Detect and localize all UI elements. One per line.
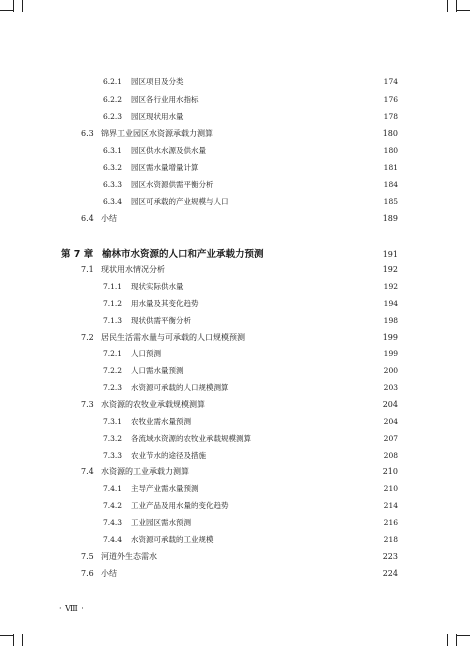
toc-entry-number: 7.1.3 <box>103 316 123 325</box>
toc-entry-page: 203 <box>383 383 398 392</box>
toc-entry-title: 园区项目及分类 <box>131 77 184 86</box>
toc-entry-page: 199 <box>382 333 398 342</box>
toc-entry-7-2-3[interactable] <box>0 380 470 396</box>
toc-entry-7-1-1[interactable] <box>0 279 470 295</box>
toc-entry-number: 7.3.2 <box>103 434 123 443</box>
toc-entry-title: 人口需水量预测 <box>131 366 184 375</box>
toc-entry-page: 224 <box>382 569 398 578</box>
toc-entry-page: 194 <box>383 299 398 308</box>
toc-entry-title: 园区各行业用水指标 <box>131 95 199 104</box>
toc-entry-title: 现状用水情况分析 <box>101 265 165 274</box>
toc-entry-page: 207 <box>383 434 398 443</box>
toc-entry-6-3-4[interactable] <box>0 194 470 210</box>
toc-entry-7-5[interactable] <box>0 549 470 565</box>
toc-entry-page: 216 <box>383 518 398 527</box>
toc-entry-7-3-3[interactable] <box>0 448 470 464</box>
toc-entry-number: 7.4.1 <box>103 484 123 493</box>
toc-entry-title: 工业产品及用水量的变化趋势 <box>131 501 229 510</box>
page-number-footer: · Ⅷ · <box>59 604 85 613</box>
toc-entry-page: 184 <box>383 180 398 189</box>
toc-entry-number: 6.3.2 <box>103 163 123 172</box>
toc-entry-number: 7.2.3 <box>103 383 123 392</box>
toc-entry-page: 204 <box>382 400 398 409</box>
toc-entry-7-3-2[interactable] <box>0 431 470 447</box>
toc-entry-page: 192 <box>383 282 398 291</box>
toc-entry-7-6[interactable] <box>0 566 470 582</box>
toc-entry-title: 水资源可承载的工业规模 <box>131 535 214 544</box>
toc-entry-6-2-3[interactable] <box>0 109 470 125</box>
toc-entry-6-2-2[interactable] <box>0 92 470 108</box>
toc-chapter-number: 第 7 章 <box>61 249 94 260</box>
toc-entry-number: 6.3.4 <box>103 197 123 206</box>
toc-entry-7-4[interactable] <box>0 464 470 480</box>
toc-entry-page: 178 <box>383 112 398 121</box>
toc-entry-7-2-1[interactable] <box>0 346 470 362</box>
toc-chapter-title: 榆林市水资源的人口和产业承载力预测 <box>102 249 264 260</box>
toc-entry-page: 189 <box>382 214 398 223</box>
toc-entry-title: 水资源的农牧业承载规模测算 <box>101 400 205 409</box>
toc-entry-title: 居民生活需水量与可承载的人口规模预测 <box>101 333 245 342</box>
toc-entry-title: 现状供需平衡分析 <box>131 316 191 325</box>
toc-entry-title: 园区需水量增量计算 <box>131 163 199 172</box>
toc-entry-7-2-2[interactable] <box>0 363 470 379</box>
toc-entry-title: 水资源的工业承载力测算 <box>101 467 189 476</box>
toc-entry-7-3-1[interactable] <box>0 414 470 430</box>
toc-entry-page: 208 <box>383 451 398 460</box>
toc-entry-6-4[interactable] <box>0 211 470 227</box>
toc-entry-title: 小结 <box>101 214 117 223</box>
toc-entry-number: 7.2 <box>81 333 94 342</box>
toc-entry-number: 7.4.2 <box>103 501 123 510</box>
toc-entry-number: 7.2.2 <box>103 366 123 375</box>
toc-entry-page: 210 <box>383 484 398 493</box>
toc-entry-title: 各流域水资源的农牧业承载规模测算 <box>131 434 251 443</box>
toc-entry-number: 7.1.2 <box>103 299 123 308</box>
toc-entry-7-4-4[interactable] <box>0 532 470 548</box>
toc-entry-title: 园区水资源供需平衡分析 <box>131 180 214 189</box>
toc-entry-title: 锦界工业园区水资源承载力测算 <box>101 129 213 138</box>
toc-entry-7-3[interactable] <box>0 397 470 413</box>
toc-entry-7-1-2[interactable] <box>0 296 470 312</box>
toc-entry-page: 199 <box>383 349 398 358</box>
toc-entry-7-1[interactable] <box>0 262 470 278</box>
toc-entry-page: 214 <box>383 501 398 510</box>
toc-entry-number: 6.4 <box>81 214 94 223</box>
toc-entry-title: 园区现状用水量 <box>131 112 184 121</box>
toc-entry-page: 191 <box>382 250 398 259</box>
toc-entry-page: 210 <box>382 467 398 476</box>
toc-entry-number: 6.3 <box>81 129 94 138</box>
toc-entry-title: 河道外生态需水 <box>101 552 157 561</box>
toc-entry-7-4-3[interactable] <box>0 515 470 531</box>
toc-entry-page: 174 <box>383 77 398 86</box>
toc-entry-page: 218 <box>383 535 398 544</box>
toc-entry-number: 7.3.1 <box>103 417 123 426</box>
toc-entry-title: 园区可承载的产业规模与人口 <box>131 197 229 206</box>
toc-entry-page: 200 <box>383 366 398 375</box>
toc-entry-title: 人口预测 <box>131 349 161 358</box>
toc-entry-chapter-7[interactable] <box>0 247 470 263</box>
toc-entry-page: 176 <box>383 95 398 104</box>
toc-entry-title: 主导产业需水量预测 <box>131 484 199 493</box>
toc-entry-page: 180 <box>383 146 398 155</box>
toc-entry-page: 204 <box>383 417 398 426</box>
toc-entry-6-3-2[interactable] <box>0 160 470 176</box>
toc-entry-number: 7.1 <box>81 265 94 274</box>
toc-entry-number: 7.4 <box>81 467 94 476</box>
toc-entry-number: 7.3.3 <box>103 451 123 460</box>
toc-entry-title: 农业节水的途径及措施 <box>131 451 206 460</box>
toc-entry-page: 181 <box>383 163 398 172</box>
toc-entry-title: 农牧业需水量预测 <box>131 417 191 426</box>
toc-entry-title: 水资源可承载的人口规模测算 <box>131 383 229 392</box>
toc-entry-number: 6.3.3 <box>103 180 123 189</box>
toc-entry-page: 198 <box>383 316 398 325</box>
toc-entry-number: 6.2.3 <box>103 112 123 121</box>
toc-entry-6-2-1[interactable] <box>0 74 470 90</box>
toc-entry-title: 用水量及其变化趋势 <box>131 299 199 308</box>
toc-entry-number: 7.5 <box>81 552 94 561</box>
toc-entry-7-2[interactable] <box>0 330 470 346</box>
toc-entry-page: 180 <box>382 129 398 138</box>
toc-entry-title: 园区供水水源及供水量 <box>131 146 206 155</box>
toc-entry-title: 现状实际供水量 <box>131 282 184 291</box>
toc-entry-title: 工业园区需水预测 <box>131 518 191 527</box>
toc-entry-number: 6.2.1 <box>103 77 123 86</box>
toc-entry-number: 7.4.4 <box>103 535 123 544</box>
toc-entry-number: 7.1.1 <box>103 282 123 291</box>
toc-entry-number: 7.3 <box>81 400 94 409</box>
toc-entry-page: 185 <box>383 197 398 206</box>
toc-entry-6-3-3[interactable] <box>0 177 470 193</box>
toc-entry-page: 192 <box>382 265 398 274</box>
toc-entry-7-4-1[interactable] <box>0 481 470 497</box>
toc-entry-number: 7.6 <box>81 569 94 578</box>
toc-entry-7-1-3[interactable] <box>0 313 470 329</box>
toc-entry-7-4-2[interactable] <box>0 498 470 514</box>
toc-entry-6-3-1[interactable] <box>0 143 470 159</box>
toc-entry-number: 7.4.3 <box>103 518 123 527</box>
toc-entry-number: 7.2.1 <box>103 349 123 358</box>
toc-entry-title: 小结 <box>101 569 117 578</box>
toc-entry-number: 6.2.2 <box>103 95 123 104</box>
toc-entry-number: 6.3.1 <box>103 146 123 155</box>
toc-entry-page: 223 <box>382 552 398 561</box>
toc-entry-6-3[interactable] <box>0 126 470 142</box>
